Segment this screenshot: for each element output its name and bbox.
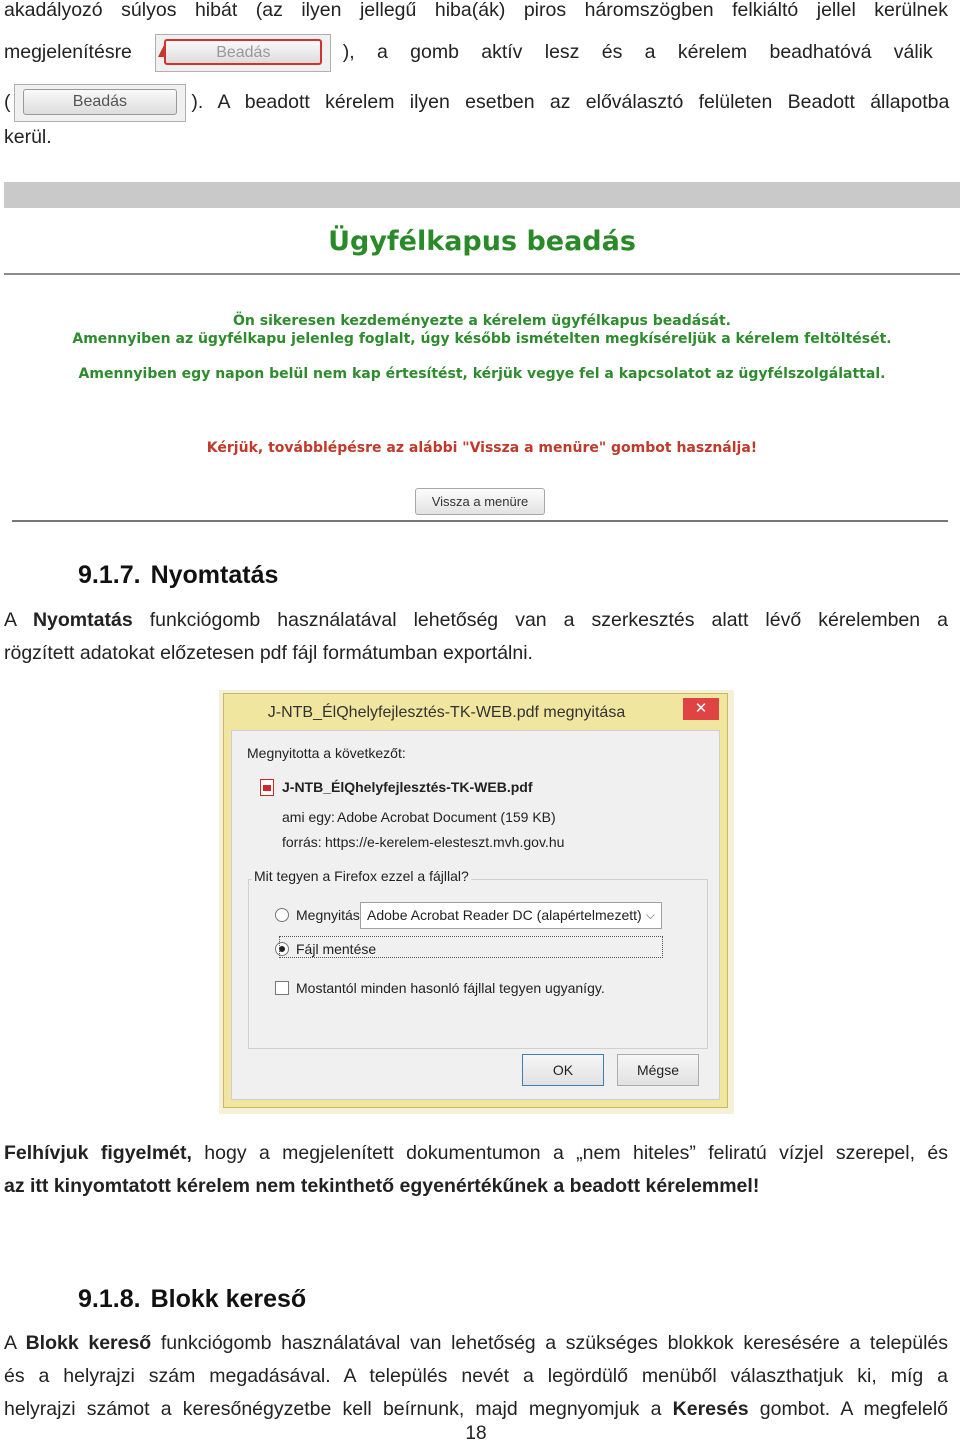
inactive-submit-button-image: Beadás	[155, 34, 331, 72]
pdf-file-icon	[260, 779, 274, 796]
header-bar	[4, 182, 960, 208]
section-heading-blokk-kereso: 9.1.8. Blokk kereső	[78, 1285, 307, 1313]
file-name: J-NTB_ÉlQhelyfejlesztés-TK-WEB.pdf	[282, 779, 533, 795]
file-source-label: forrás:	[282, 834, 322, 850]
cancel-button[interactable]: Mégse	[617, 1054, 699, 1086]
continue-instruction: Kérjük, továbblépésre az alábbi "Vissza a menüre" gombot használja!	[206, 440, 758, 456]
intro-line-4: kerül.	[4, 126, 52, 148]
save-file-label[interactable]: Fájl mentése	[296, 941, 377, 957]
divider	[12, 520, 948, 522]
remember-checkbox[interactable]	[275, 981, 289, 995]
watermark-notice: Felhívjuk figyelmét, hogy a megjelenített dokumentumon a „nem hiteles” feliratú vízjel szerepel, és az itt kinyomtatott kérelem nem tekinthető egyenértékűnek a beadott kérelemmel!	[4, 1142, 948, 1197]
intro-line-2-start: megjelenítésre	[4, 41, 132, 63]
open-with-label[interactable]: Megnyitás	[296, 907, 360, 923]
close-button[interactable]: ✕	[683, 698, 719, 720]
blokk-kereso-paragraph: A Blokk kereső funkciógomb használatával van lehetőség a szükséges blokkok keresésére a település és a helyrajzi szám megadásával. A település nevét a legördülő menüből választhatjuk ki, míg a helyrajzi számot a keresőnégyzetbe kell beírnunk, majd megnyomjuk a Keresés gombot. A megfelelő	[4, 1332, 948, 1420]
chevron-down-icon: ⌵	[645, 908, 655, 922]
page-number: 18	[465, 1423, 487, 1444]
intro-line-3-end: ). A beadott kérelem ilyen esetben az előválasztó felületen Beadott állapotba	[191, 91, 950, 113]
open-with-radio[interactable]	[275, 908, 289, 922]
intro-line-2-end: ), a gomb aktív lesz és a kérelem beadhatóvá válik	[342, 41, 933, 63]
ok-button[interactable]: OK	[522, 1054, 604, 1086]
intro-line-1: akadályozó súlyos hibát (az ilyen jellegű hiba(ák) piros háromszögben felkiáltó jellel kerülnek	[4, 0, 948, 21]
dialog-body	[231, 730, 720, 1100]
dialog-title: J-NTB_ÉlQhelyfejlesztés-TK-WEB.pdf megnyitása	[267, 704, 626, 721]
action-question: Mit tegyen a Firefox ezzel a fájllal?	[254, 868, 469, 884]
success-message: Ön sikeresen kezdeményezte a kérelem ügyfélkapus beadását.	[233, 313, 731, 329]
back-to-menu-button[interactable]: Vissza a menüre	[415, 488, 545, 515]
contact-message: Amennyiben egy napon belül nem kap értesítést, kérjük vegye fel a kapcsolatot az ügyfélszolgálattal.	[78, 366, 886, 382]
nyomtatas-paragraph: A Nyomtatás funkciógomb használatával lehetőség van a szerkesztés alatt lévő kérelemben a rögzített adatokat előzetesen pdf fájl formátumban exportálni.	[4, 609, 948, 664]
download-dialog-screenshot	[219, 690, 734, 1114]
opening-label: Megnyitotta a következőt:	[247, 745, 406, 761]
application-select[interactable]: Adobe Acrobat Reader DC (alapértelmezett) ⌵	[360, 902, 662, 929]
active-submit-button-image: Beadás	[14, 84, 186, 122]
ugyfelkapu-title: Ügyfélkapus beadás	[328, 226, 636, 257]
busy-message: Amennyiben az ügyfélkapu jelenleg foglalt, úgy később ismételten megkíséreljük a kérelem feltöltését.	[72, 331, 892, 347]
file-type-label: ami egy:	[282, 809, 335, 825]
divider	[4, 273, 960, 275]
intro-line-3-start: (	[4, 91, 11, 113]
file-source-value: https://e-kerelem-elesteszt.mvh.gov.hu	[325, 834, 565, 850]
intro-paragraph	[4, 0, 948, 147]
download-dialog	[223, 693, 728, 1108]
section-heading-nyomtatas: 9.1.7. Nyomtatás	[78, 561, 279, 589]
file-type-value: Adobe Acrobat Document (159 KB)	[337, 809, 556, 825]
remember-label[interactable]: Mostantól minden hasonló fájllal tegyen ugyanígy.	[296, 980, 605, 996]
